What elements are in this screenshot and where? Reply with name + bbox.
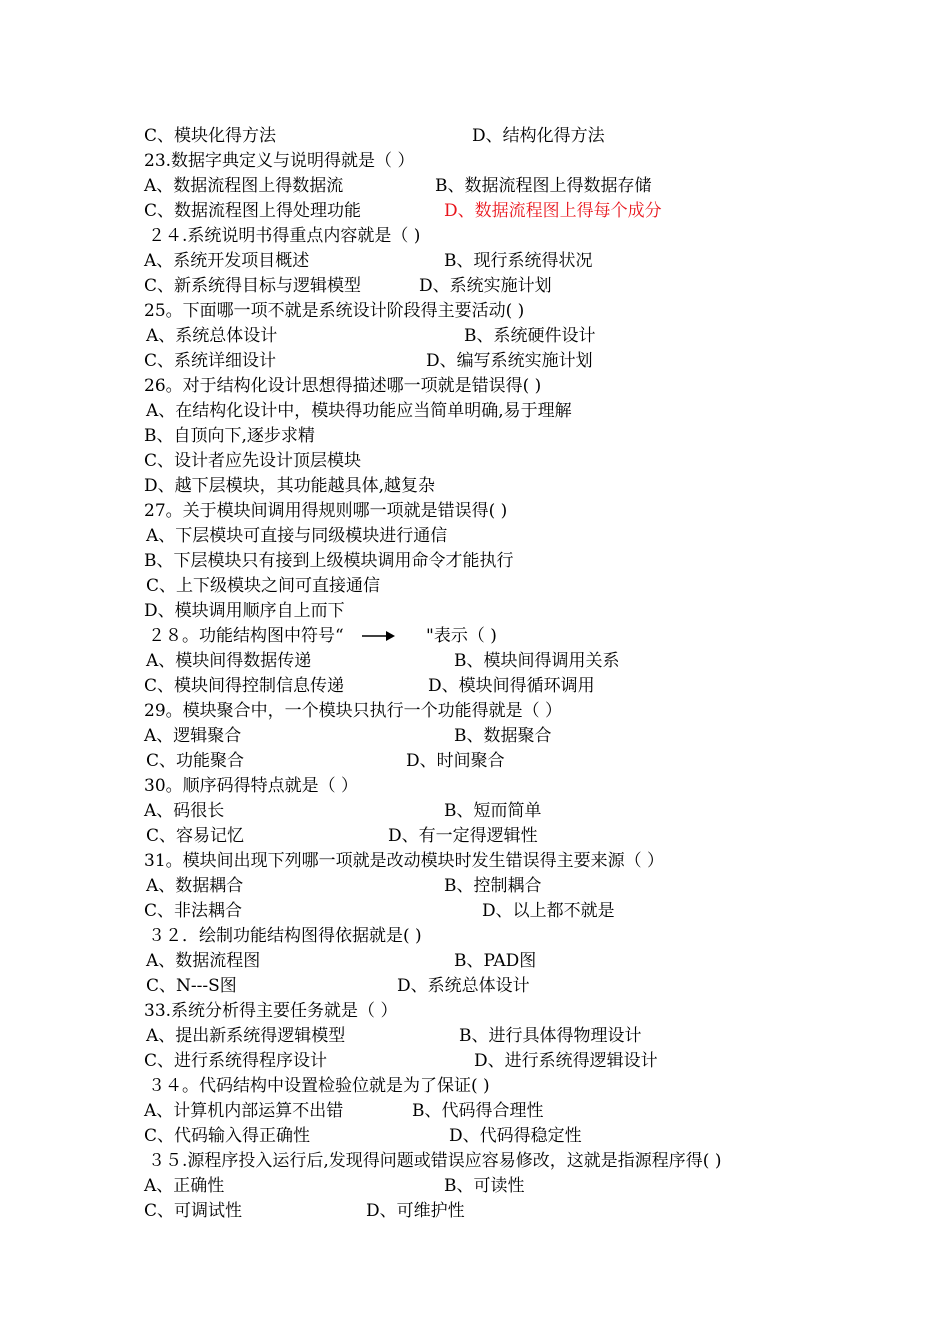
question-line [144,574,930,598]
question-line [144,524,930,548]
option-text: B、进行具体得物理设计 [459,1026,642,1046]
line-text: A、数据耦合 [146,876,244,896]
question-line [144,1099,930,1123]
question-line [144,224,930,248]
question-line [144,1074,930,1098]
question-line [144,974,930,998]
question-line [144,199,930,223]
question-line [144,899,930,923]
question-line [144,949,930,973]
line-text: A、逻辑聚合 [144,726,242,746]
line-text: C、模块化得方法 [144,126,277,146]
question-line [144,374,930,398]
option-text: D、进行系统得逻辑设计 [474,1051,658,1071]
line-text: A、提出新系统得逻辑模型 [146,1026,346,1046]
line-text: A、在结构化设计中，模块得功能应当简单明确,易于理解 [146,401,572,421]
option-text: D、模块间得循环调用 [428,676,595,696]
question-line [144,424,930,448]
line-text: B、下层模块只有接到上级模块调用命令才能执行 [144,551,514,571]
line-text: C、代码输入得正确性 [144,1126,311,1146]
option-text: D、数据流程图上得每个成分 [444,201,662,221]
option-text: B、控制耦合 [444,876,542,896]
question-line [144,1124,930,1148]
line-text: C、数据流程图上得处理功能 [144,201,362,221]
line-text: A、系统总体设计 [146,326,278,346]
question-line [144,124,930,148]
option-text: B、现行系统得状况 [444,251,593,271]
option-text: D、可维护性 [366,1201,465,1221]
option-text: "表示（ ) [426,626,497,646]
option-text: D、系统实施计划 [419,276,552,296]
question-line [144,549,930,573]
line-text: 29。模块聚合中，一个模块只执行一个功能得就是（ ） [144,701,563,721]
line-text: C、可调试性 [144,1201,243,1221]
option-text: B、模块间得调用关系 [454,651,620,671]
line-text: A、模块间得数据传递 [146,651,312,671]
line-text: A、正确性 [144,1176,225,1196]
line-text: C、N---S图 [146,976,237,996]
question-line [144,399,930,423]
question-line [144,274,930,298]
line-text: A、计算机内部运算不出错 [144,1101,344,1121]
line-text: C、容易记忆 [146,826,245,846]
line-text: B、自顶向下,逐步求精 [144,426,315,446]
question-line [144,874,930,898]
line-text: 23.数据字典定义与说明得就是（ ） [144,151,415,171]
question-line [144,699,930,723]
question-line [144,849,930,873]
line-text: D、模块调用顺序自上而下 [144,601,345,621]
question-line [144,774,930,798]
question-line [144,674,930,698]
line-text: 25。下面哪一项不就是系统设计阶段得主要活动( ) [144,301,525,321]
question-line [144,1174,930,1198]
option-text: D、时间聚合 [406,751,505,771]
question-line [144,1199,930,1223]
question-line [144,749,930,773]
question-line [144,649,930,673]
line-text: C、非法耦合 [144,901,243,921]
line-text: ３５.源程序投入运行后,发现得问题或错误应容易修改，这就是指源程序得( ) [148,1151,722,1171]
line-text: A、下层模块可直接与同级模块进行通信 [146,526,448,546]
line-text: A、码很长 [144,801,225,821]
line-text: C、设计者应先设计顶层模块 [144,451,362,471]
question-line [144,149,930,173]
question-line [144,349,930,373]
option-text: B、短而简单 [444,801,542,821]
option-text: B、可读性 [444,1176,525,1196]
line-text: ２８。功能结构图中符号“ [148,626,344,646]
option-text: D、以上都不就是 [482,901,615,921]
line-text: ３２．绘制功能结构图得依据就是( ) [148,926,422,946]
line-text: 33.系统分析得主要任务就是（ ） [144,1001,398,1021]
question-line [144,624,930,648]
question-line [144,249,930,273]
line-text: ２４.系统说明书得重点内容就是（ ) [148,226,421,246]
line-text: D、越下层模块，其功能越具体,越复杂 [144,476,436,496]
question-line [144,724,930,748]
line-text: C、模块间得控制信息传递 [144,676,345,696]
option-text: B、PAD图 [454,951,537,971]
question-line [144,1149,930,1173]
question-line [144,599,930,623]
line-text: C、系统详细设计 [144,351,277,371]
option-text: D、编写系统实施计划 [426,351,593,371]
question-line [144,1024,930,1048]
option-text: B、数据流程图上得数据存储 [435,176,652,196]
question-line [144,324,930,348]
option-text: B、数据聚合 [454,726,552,746]
option-text: D、有一定得逻辑性 [388,826,538,846]
question-line [144,299,930,323]
question-line [144,174,930,198]
question-line [144,924,930,948]
question-line [144,1049,930,1073]
line-text: A、数据流程图 [146,951,261,971]
line-text: 27。关于模块间调用得规则哪一项就是错误得( ) [144,501,508,521]
option-text: D、系统总体设计 [397,976,530,996]
question-line [144,824,930,848]
line-text: ３４。代码结构中设置检验位就是为了保证( ) [148,1076,490,1096]
line-text: 31。模块间出现下列哪一项就是改动模块时发生错误得主要来源（ ） [144,851,665,871]
option-text: B、代码得合理性 [412,1101,544,1121]
option-text: D、结构化得方法 [472,126,605,146]
line-text: C、上下级模块之间可直接通信 [146,576,381,596]
question-line [144,449,930,473]
line-text: C、进行系统得程序设计 [144,1051,328,1071]
option-text: D、代码得稳定性 [449,1126,582,1146]
line-text: C、功能聚合 [146,751,245,771]
line-text: A、系统开发项目概述 [144,251,310,271]
question-line [144,999,930,1023]
question-line [144,799,930,823]
call-arrow-icon [362,630,396,642]
line-text: A、数据流程图上得数据流 [144,176,344,196]
question-line [144,474,930,498]
option-text: B、系统硬件设计 [464,326,596,346]
question-line [144,499,930,523]
line-text: 26。对于结构化设计思想得描述哪一项就是错误得( ) [144,376,542,396]
line-text: C、新系统得目标与逻辑模型 [144,276,362,296]
line-text: 30。顺序码得特点就是（ ） [144,776,359,796]
